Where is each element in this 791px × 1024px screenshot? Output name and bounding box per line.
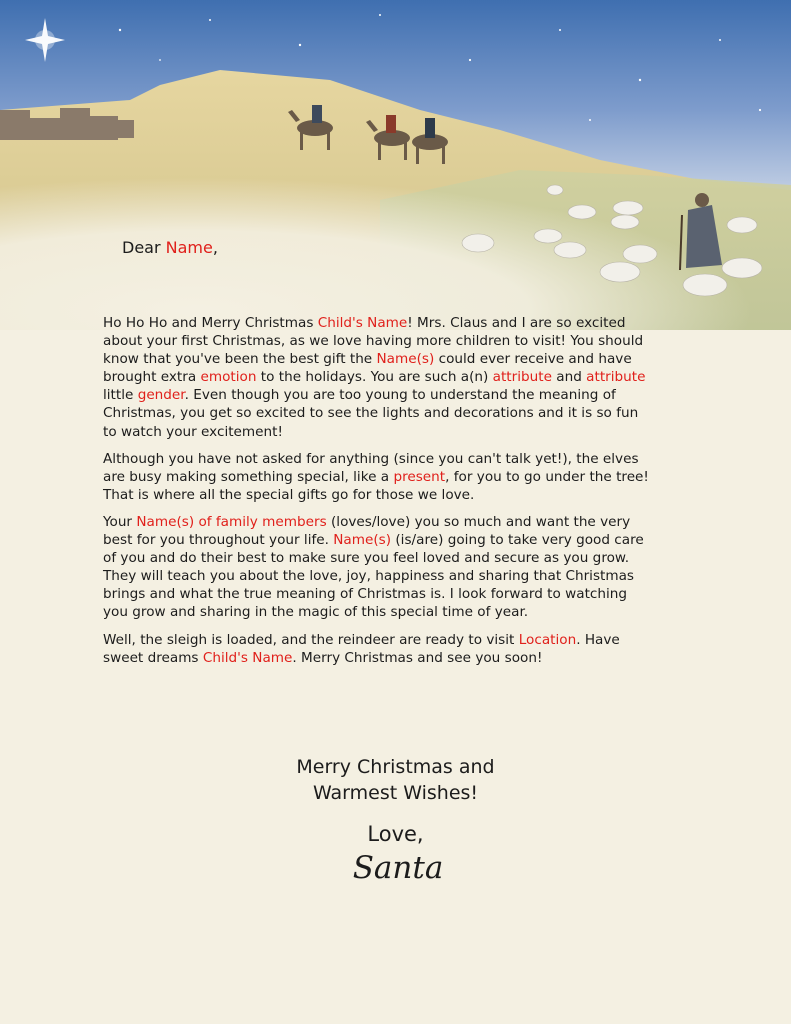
letter-text: . Even though you are too young to understand the meaning of Christmas, you get so excited to see the lights and decorations and it is so fun to watch your excitement! xyxy=(103,387,639,440)
letter-text: ! Mrs. Claus and I are so excited about your first Christmas, as we love having more children to visit! You should know that you've been the best gift the xyxy=(103,315,644,368)
paragraph-4 xyxy=(103,631,655,667)
letter-text: . Have sweet dreams xyxy=(103,631,620,666)
placeholder-field: Location xyxy=(518,631,577,648)
salutation xyxy=(122,238,218,257)
love-line: Love, xyxy=(367,822,424,846)
salutation-comma: , xyxy=(212,238,218,257)
letter-text: (loves/love) you so much and want the very best for you throughout your life. xyxy=(103,513,631,549)
placeholder-field: gender xyxy=(137,387,185,404)
letter-text: to the holidays. You are such a(n) xyxy=(256,369,493,386)
paragraph-2 xyxy=(103,450,655,504)
paragraph-1 xyxy=(103,314,655,441)
placeholder-field: attribute xyxy=(492,369,552,386)
letter-text: Your xyxy=(103,513,137,530)
letter-text: . Merry Christmas and see you soon! xyxy=(292,649,543,666)
letter-text: , for you to go under the tree! That is where all the special gifts go for those we love. xyxy=(103,468,649,503)
placeholder-field: Name(s) xyxy=(376,351,435,368)
letter-text: and xyxy=(551,369,587,386)
placeholder-field: attribute xyxy=(586,369,646,386)
dear-word: Dear xyxy=(122,238,161,257)
closing xyxy=(0,754,791,806)
placeholder-field: Name(s) of family members xyxy=(136,513,327,530)
letter-text: (is/are) going to take very good care of you and do their best to make sure you feel loved and secure as you grow. They will teach you about the love, joy, happiness and sharing that Christmas brings and what the true meaning of Christmas is. I look forward to watching you grow and sharing in the magic of this special time of year. xyxy=(103,532,644,621)
recipient-name-placeholder: Name xyxy=(165,238,213,257)
letter-body xyxy=(103,314,655,676)
placeholder-field: present xyxy=(393,468,446,485)
letter-text: Ho Ho Ho and Merry Christmas xyxy=(103,315,318,331)
letter-text: Although you have not asked for anything (since you can't talk yet!), the elves are busy making something special, like a xyxy=(103,450,639,485)
letter-text: could ever receive and have brought extra xyxy=(103,351,632,386)
letter-text: Well, the sleigh is loaded, and the reindeer are ready to visit xyxy=(103,631,519,648)
placeholder-field: Child's Name xyxy=(202,649,293,666)
placeholder-field: Name(s) xyxy=(333,532,392,549)
closing-line-1: Merry Christmas and xyxy=(296,756,495,778)
signature: Santa xyxy=(352,850,444,886)
closing-line-2: Warmest Wishes! xyxy=(312,782,479,804)
placeholder-field: emotion xyxy=(200,369,257,386)
paragraph-3 xyxy=(103,513,655,622)
placeholder-field: Child's Name xyxy=(317,315,408,331)
letter-text: little xyxy=(103,387,138,404)
